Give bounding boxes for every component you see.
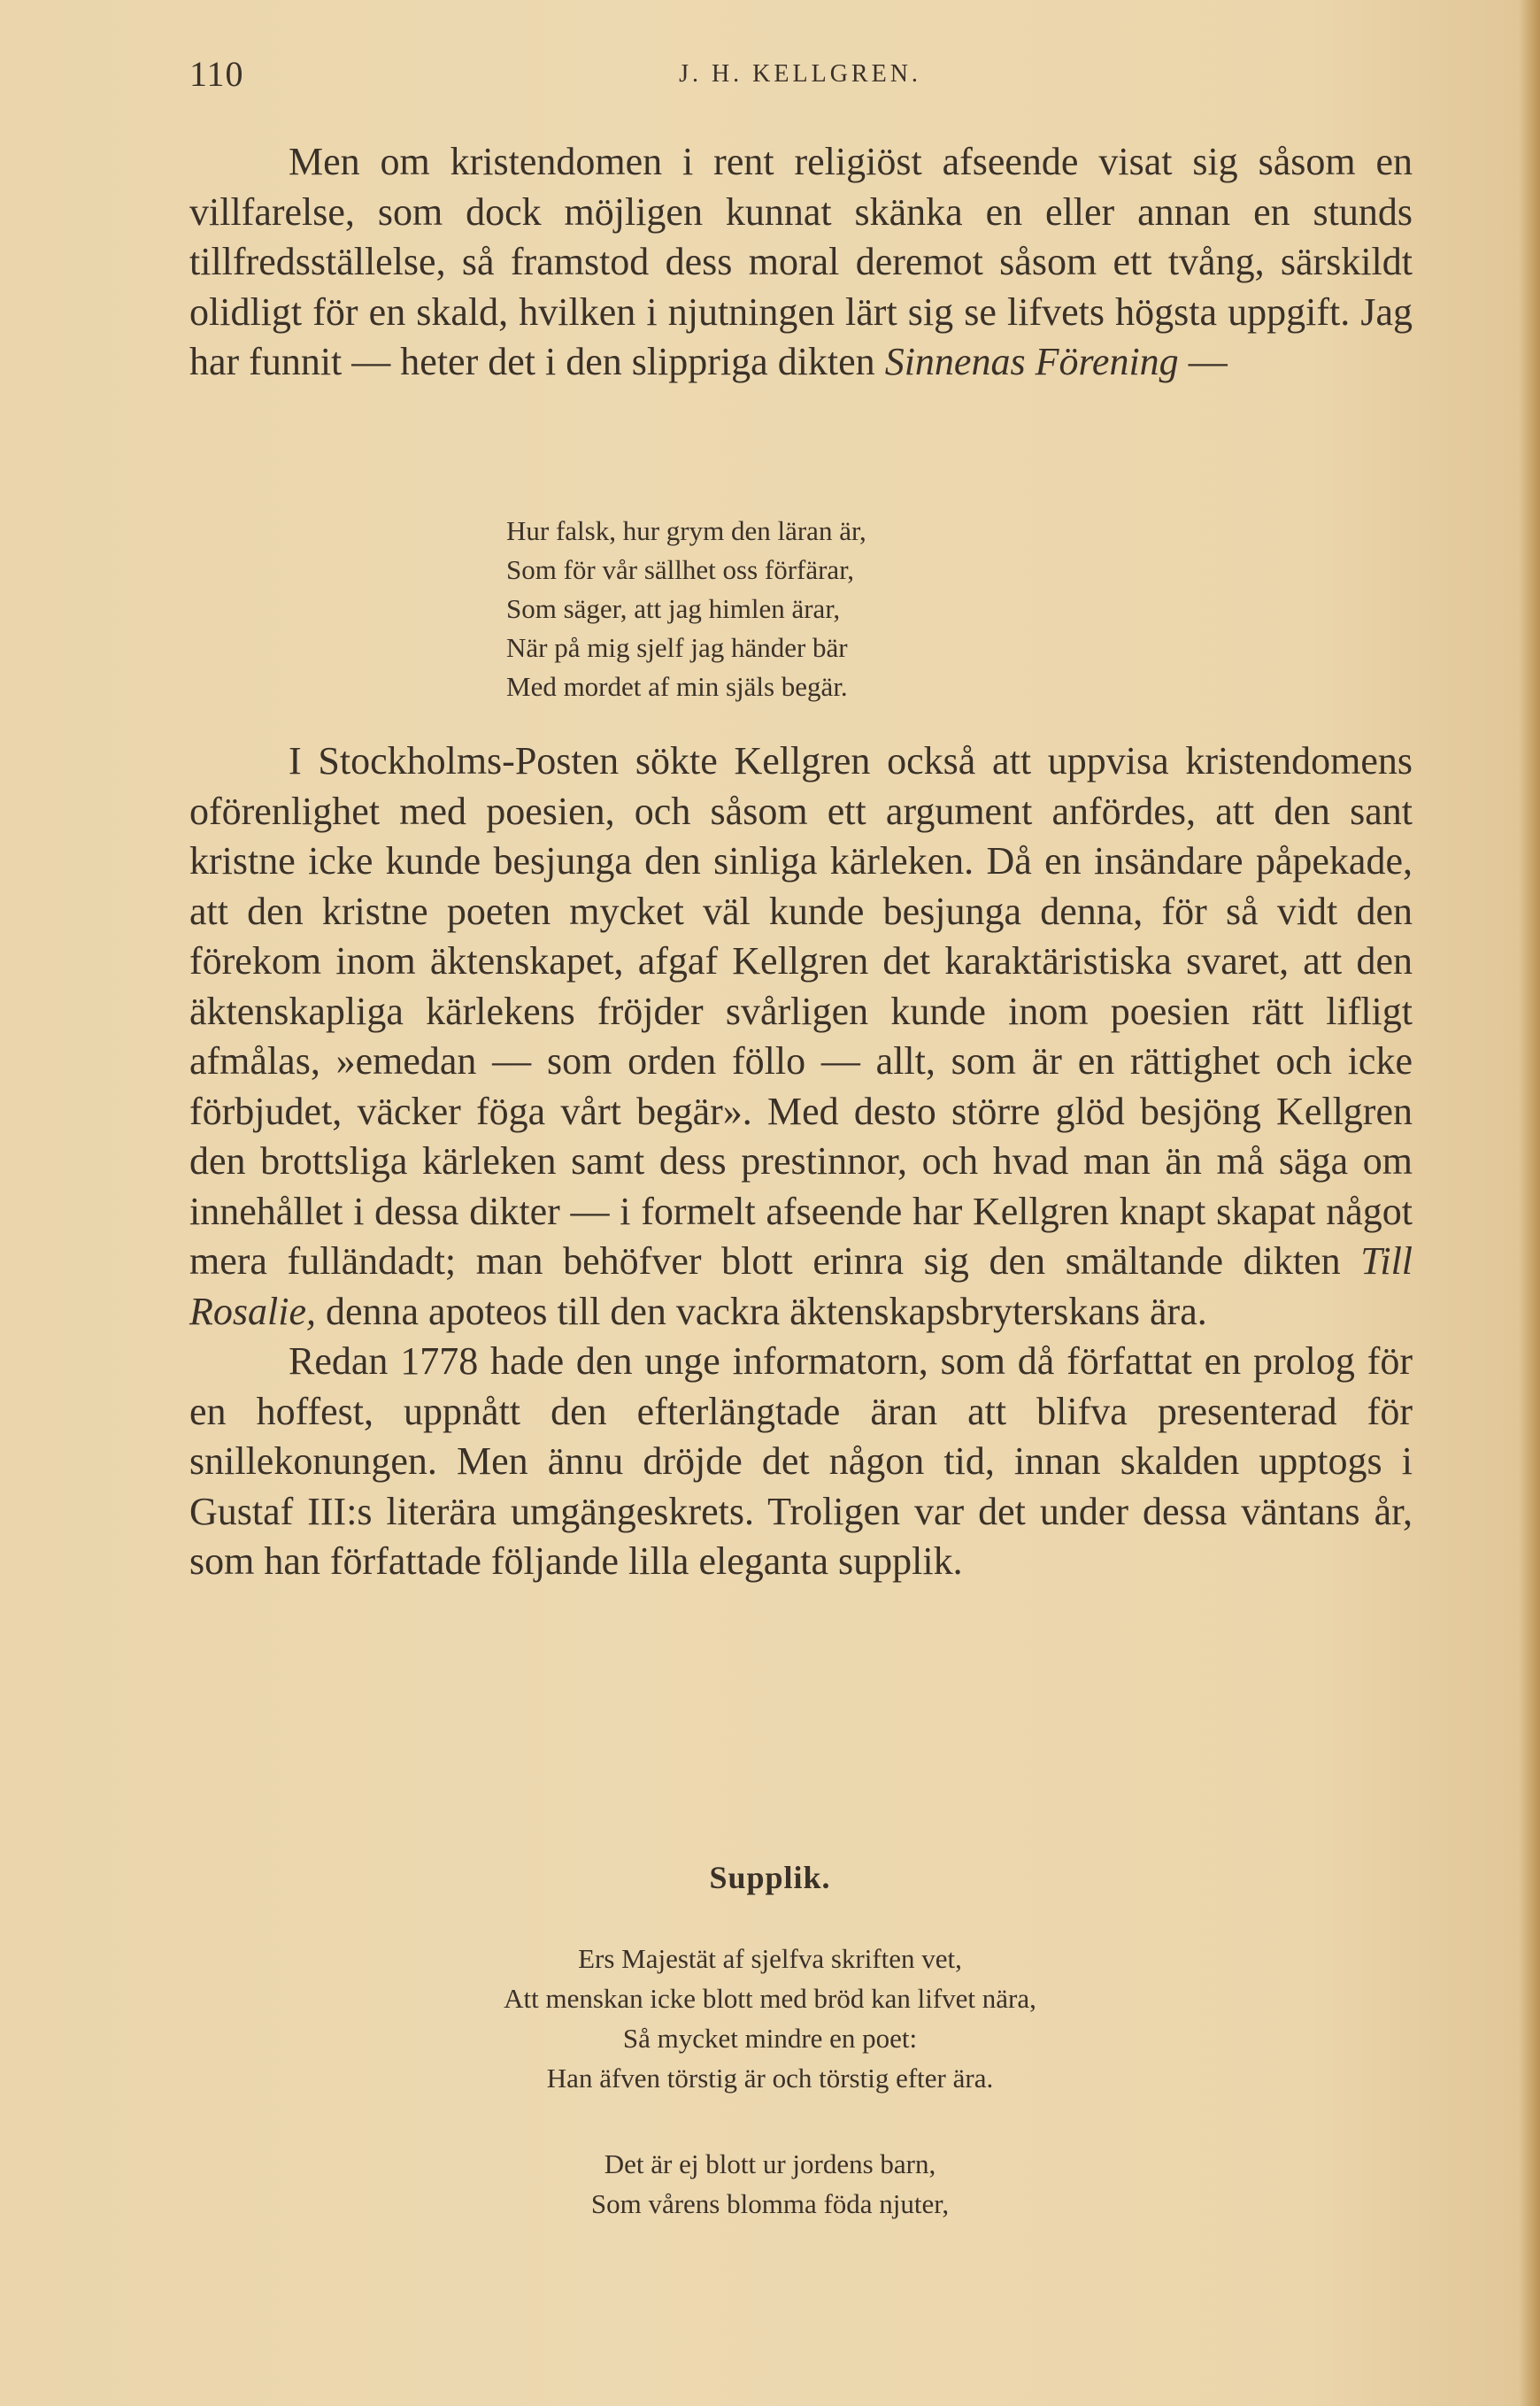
poem-title: Supplik. — [709, 1860, 831, 1895]
poem-line: Som säger, att jag himlen ärar, — [506, 593, 841, 624]
poem-quote — [506, 512, 866, 706]
poem-line: Att menskan icke blott med bröd kan lifvet nära, — [504, 1983, 1036, 2014]
page-header — [189, 53, 1411, 106]
poem-line: Hur falsk, hur grym den läran är, — [506, 515, 866, 546]
poem-line: Det är ej blott ur jordens barn, — [604, 2148, 936, 2179]
paragraph-2-italic-title: Till Rosalie, — [189, 1239, 1413, 1333]
poem-line: Som vårens blomma föda njuter, — [590, 2188, 950, 2219]
paragraph-2-text: I Stockholms-Posten sökte Kellgren också att uppvisa kristendomens oförenlighet med poesien, och såsom ett argument anfördes, att den sant kristne icke kunde besjunga den sinliga kärleken. Då en insändare påpekade, att den kristne poeten mycket väl kunde besjunga denna, för så vidt den förekom inom äktenskapet, afgaf Kellgren det karaktäristiska svaret, att den äktenskapliga kärlekens fröjder svårligen kunde inom poesien rätt lifligt afmålas, »emedan — som orden föllo — allt, som är en rättighet och icke förbjudet, väcker föga vårt begär». Med desto större glöd besjöng Kellgren den brottsliga kärleken samt dess prestinnor, och hvad man än må säga om innehållet i dessa dikter — i formelt afseende har Kellgren knapt skapat något mera fulländadt; man behöfver blott erinra sig den smältande dikten — [189, 739, 1413, 1283]
poem-line: Med mordet af min själs begär. — [506, 671, 848, 702]
running-head: J. H. KELLGREN. — [679, 60, 921, 88]
paragraph-1-italic-title: Sinnenas Förening — [884, 340, 1179, 383]
paragraph-group-2 — [189, 736, 1413, 1587]
poem-line: Som för vår sällhet oss förfärar, — [506, 554, 855, 585]
page-number: 110 — [189, 54, 244, 94]
supplik-poem — [0, 1939, 1540, 2270]
poem-line: Ers Majestät af sjelfva skriften vet, — [578, 1943, 962, 1974]
paragraph-2 — [189, 736, 1413, 1337]
poem-line: När på mig sjelf jag händer bär — [506, 632, 848, 663]
paragraph-2-text-after: denna apoteos till den vackra äktenskapsbryterskans ära. — [315, 1289, 1207, 1333]
poem-line: Så mycket mindre en poet: — [622, 2023, 918, 2054]
paragraph-1 — [189, 137, 1413, 388]
poem-line: Han äfven törstig är och törstig efter ära. — [546, 2063, 994, 2094]
paragraph-1-text: Men om kristendomen i rent religiöst afseende visat sig såsom en villfarelse, som dock möjligen kunnat skänka en eller annan en stunds tillfredsställelse, så framstod dess moral deremot såsom ett tvång, särskildt olidligt för en skald, hvilken i njutningen lärt sig se lifvets högsta uppgift. Jag har funnit — heter det i den slippriga dikten — [189, 140, 1413, 383]
stanza-2 — [0, 2144, 1540, 2224]
stanza-1 — [0, 1939, 1540, 2098]
paragraph-1-text-after: — — [1178, 340, 1228, 383]
paragraph-3: Redan 1778 hade den unge informatorn, som då författat en prolog för en hoffest, uppnått den efterlängtade äran att blifva presenterad för snillekonungen. Men ännu dröjde det någon tid, innan skalden upptogs i Gustaf III:s literära umgängeskrets. Troligen var det under dessa väntans år, som han författade följande lilla eleganta supplik. — [189, 1339, 1413, 1583]
